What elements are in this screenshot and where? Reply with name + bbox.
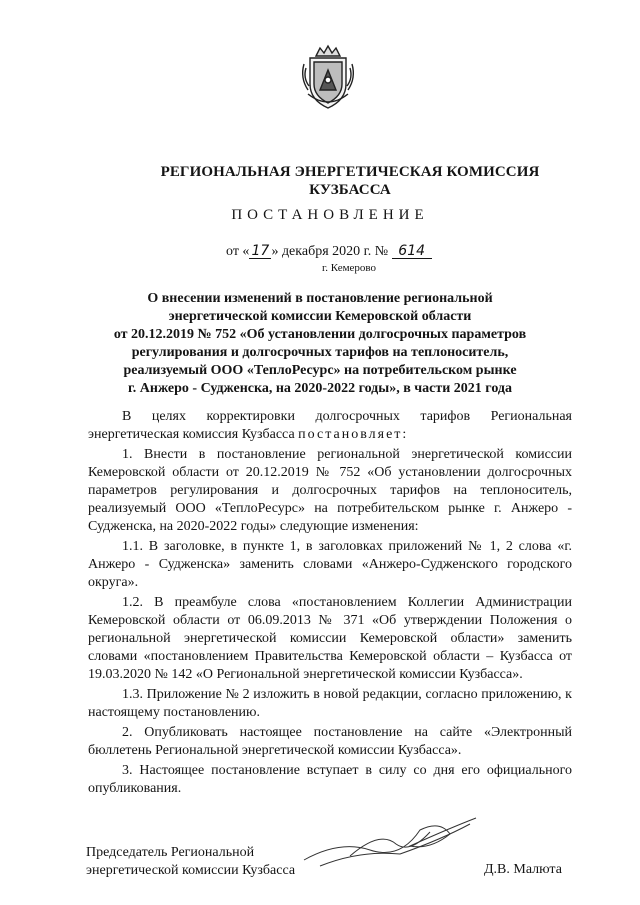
date-day-handwritten: 17 bbox=[249, 245, 271, 259]
document-subject bbox=[100, 290, 540, 398]
document-date-line bbox=[226, 244, 432, 260]
paragraph-1-1: 1.1. В заголовке, в пункте 1, в заголовках приложений № 1, 2 слова «г. Анжеро - Судженска» заменить словами «Анжеро-Судженского городского округа». bbox=[88, 539, 572, 590]
document-number-handwritten: 614 bbox=[392, 245, 432, 259]
subject-line: О внесении изменений в постановление региональной bbox=[147, 291, 493, 306]
intro-paragraph bbox=[88, 408, 572, 444]
coat-of-arms-emblem bbox=[296, 44, 360, 112]
organization-name bbox=[150, 163, 550, 199]
organization-name-line1: РЕГИОНАЛЬНАЯ ЭНЕРГЕТИЧЕСКАЯ КОМИССИЯ bbox=[160, 164, 540, 180]
paragraph-1: 1. Внести в постановление региональной энергетической комиссии Кемеровской области от 20.12.2019 № 752 «Об установлении долгосрочных параметров регулирования и долгосрочных тарифов на теплоноситель, реализуемый ООО «ТеплоРесурс» на потребительском рынке г. Анжеро - Судженска, на 2020-2022 годы» следующие изменения: bbox=[88, 447, 572, 534]
paragraph-2: 2. Опубликовать настоящее постановление на сайте «Электронный бюллетень Региональной энергетической комиссии Кузбасса». bbox=[88, 725, 572, 758]
document-type: ПОСТАНОВЛЕНИЕ bbox=[231, 207, 429, 223]
date-prefix: от « bbox=[226, 244, 250, 259]
signatory-name: Д.В. Малюта bbox=[484, 862, 562, 877]
signatory-title-line1: Председатель Региональной bbox=[86, 845, 255, 860]
document-body bbox=[88, 408, 572, 800]
handwritten-signature bbox=[300, 810, 480, 870]
intro-resolves: постановляет: bbox=[298, 427, 409, 442]
paragraph-1-3: 1.3. Приложение № 2 изложить в новой редакции, согласно приложению, к настоящему постановлению. bbox=[88, 687, 572, 720]
signatory-title bbox=[86, 844, 295, 880]
subject-line: регулирования и долгосрочных тарифов на теплоноситель, bbox=[131, 345, 509, 360]
subject-line: реализуемый ООО «ТеплоРесурс» на потребительском рынке bbox=[123, 363, 517, 378]
paragraph-1-2: 1.2. В преамбуле слова «постановлением Коллегии Администрации Кемеровской области от 06.09.2013 № 371 «Об утверждении Положения о региональной энергетической комиссии Кемеровской области» заменить словами «постановлением Правительства Кемеровской области – Кузбасса от 19.03.2020 № 142 «О Региональной энергетической комиссии Кузбасса». bbox=[88, 595, 572, 682]
intro-text: В целях корректировки долгосрочных тарифов Региональная энергетическая комиссия Кузбасса bbox=[88, 409, 572, 442]
subject-line: от 20.12.2019 № 752 «Об установлении долгосрочных параметров bbox=[113, 327, 527, 342]
date-middle: » декабря 2020 г. № bbox=[271, 244, 389, 259]
subject-line: энергетической комиссии Кемеровской области bbox=[168, 309, 472, 324]
signatory-title-line2: энергетической комиссии Кузбасса bbox=[86, 863, 296, 878]
organization-name-line2: КУЗБАССА bbox=[309, 182, 391, 198]
paragraph-3: 3. Настоящее постановление вступает в силу со дня его официального опубликования. bbox=[88, 763, 572, 796]
document-place: г. Кемерово bbox=[322, 262, 377, 274]
subject-line: г. Анжеро - Судженска, на 2020-2022 годы», в части 2021 года bbox=[127, 381, 512, 396]
